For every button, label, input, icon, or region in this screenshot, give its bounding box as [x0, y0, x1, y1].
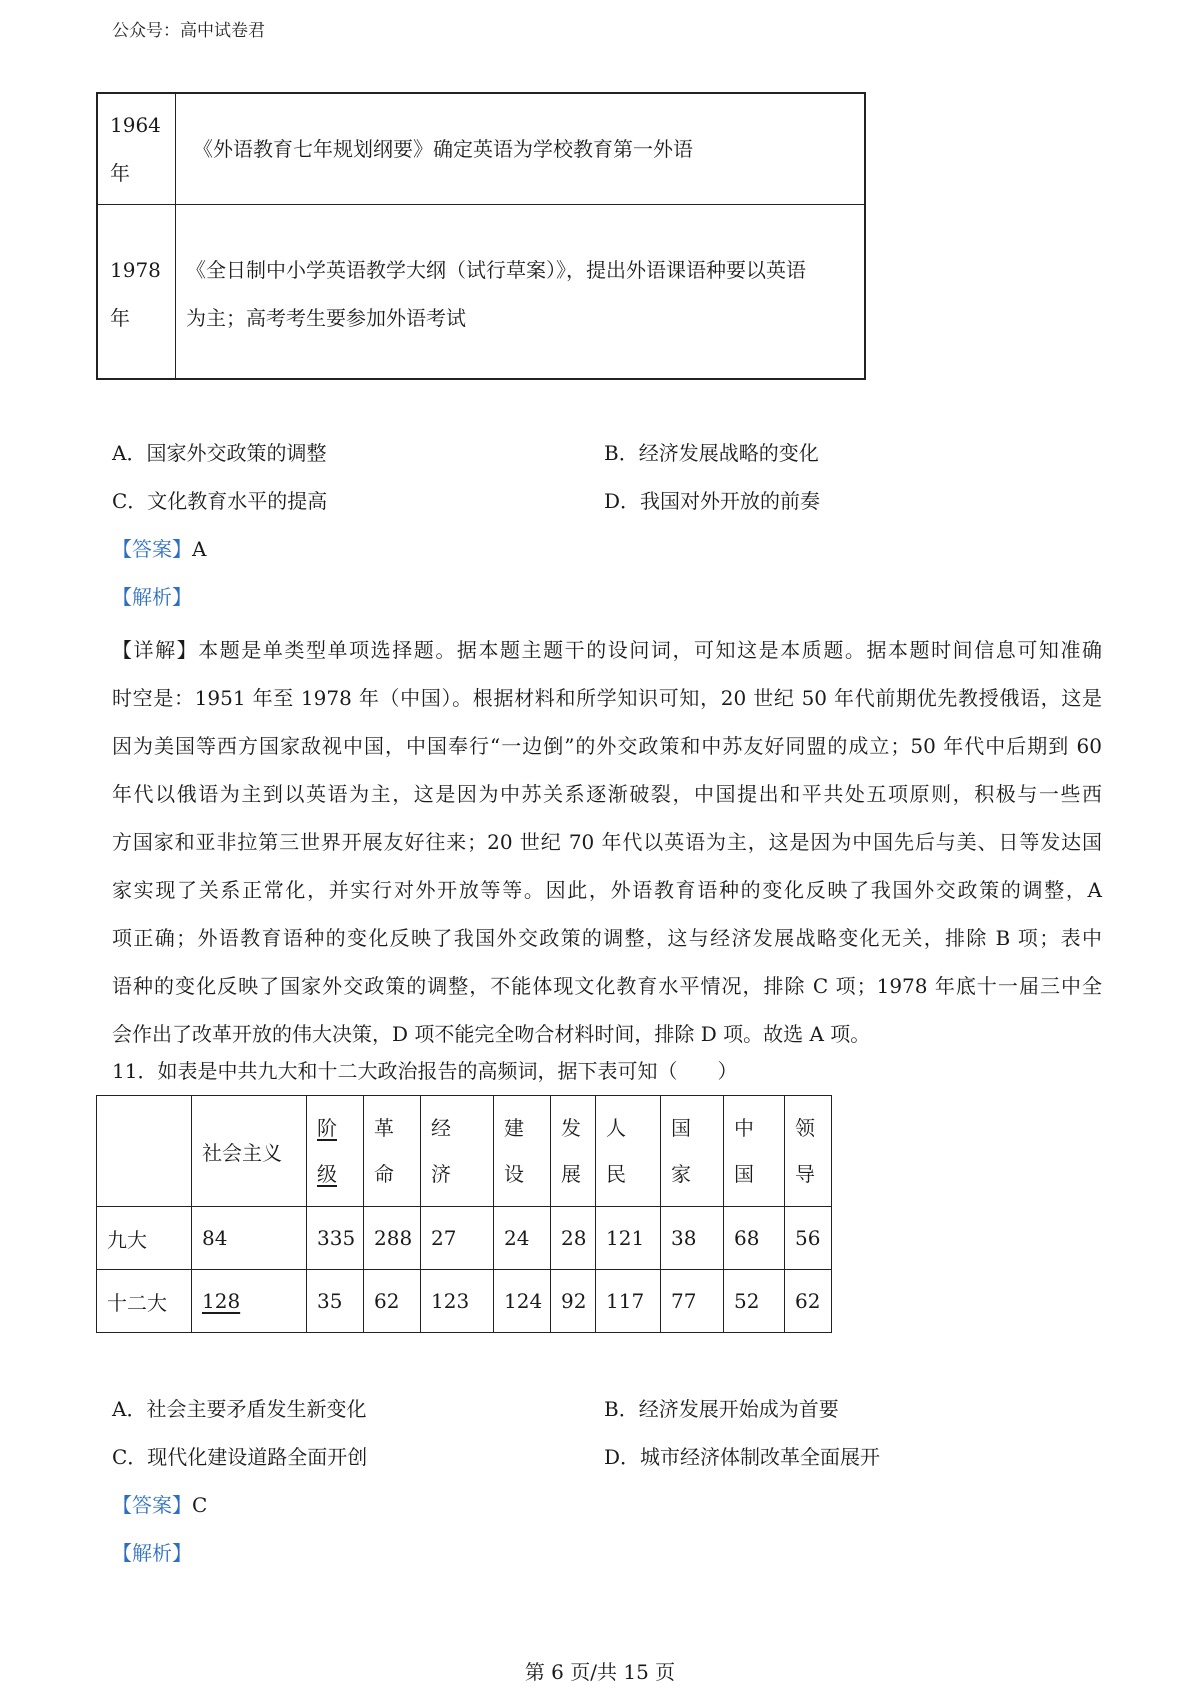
header-cell — [551, 1096, 596, 1207]
table-cell: 62 — [785, 1270, 832, 1333]
option-c: C．现代化建设道路全面开创 — [112, 1445, 368, 1469]
table-cell: 288 — [364, 1207, 421, 1270]
header-char: 阶 — [317, 1116, 337, 1140]
page-number: 第 6 页/共 15 页 — [524, 1660, 676, 1684]
table-cell: 62 — [364, 1270, 421, 1333]
detail-line: 【详解】本题是单类型单项选择题。据本题主题干的设问词，可知这是本质题。据本题时间信息可知准确 — [112, 638, 1102, 662]
header-char: 民 — [606, 1162, 626, 1186]
header-char: 中 — [734, 1116, 754, 1140]
option-d: D．我国对外开放的前奏 — [604, 489, 821, 513]
option-d: D．城市经济体制改革全面展开 — [604, 1445, 881, 1469]
table-cell: 56 — [785, 1207, 832, 1270]
table-cell — [192, 1270, 307, 1333]
header-char: 领 — [795, 1116, 815, 1140]
detail-line: 家实现了关系正常化，并实行对外开放等等。因此，外语教育语种的变化反映了我国外交政策的调整，A — [112, 878, 1102, 902]
header-char: 展 — [561, 1162, 581, 1186]
answer-value: C — [192, 1493, 208, 1517]
header-label: 社会主义 — [202, 1140, 282, 1165]
header-char: 国 — [671, 1116, 691, 1140]
policy-text: 《外语教育七年规划纲要》确定英语为学校教育第一外语 — [193, 137, 693, 161]
header-char: 国 — [734, 1162, 754, 1186]
header-char: 发 — [561, 1116, 581, 1140]
row-label: 九大 — [97, 1207, 192, 1270]
header-cell — [724, 1096, 785, 1207]
table-cell: 117 — [596, 1270, 661, 1333]
header-char: 建 — [504, 1116, 524, 1140]
header-char: 命 — [374, 1162, 394, 1186]
year-number: 1978 — [110, 258, 161, 282]
detail-line: 时空是：1951 年至 1978 年（中国）。根据材料和所学知识可知，20 世纪 50 年代前期优先教授俄语，这是 — [112, 686, 1102, 710]
analysis-tag: 【解析】 — [112, 585, 192, 609]
year-unit: 年 — [110, 161, 130, 185]
header-char: 导 — [795, 1162, 815, 1186]
header-cell — [661, 1096, 724, 1207]
empty-header-cell — [97, 1096, 192, 1207]
option-b: B．经济发展开始成为首要 — [604, 1397, 839, 1421]
header-note: 公众号：高中试卷君 — [112, 21, 265, 41]
answer-line — [112, 536, 206, 562]
answer-tag: 【答案】 — [112, 1493, 192, 1517]
answer-tag: 【答案】 — [112, 537, 192, 561]
header-char: 经 — [431, 1116, 451, 1140]
year-cell — [110, 112, 161, 186]
table-cell: 28 — [551, 1207, 596, 1270]
policy-table — [96, 92, 866, 380]
header-cell — [596, 1096, 661, 1207]
analysis-tag: 【解析】 — [112, 1541, 192, 1565]
detail-line: 因为美国等西方国家敌视中国，中国奉行“一边倒”的外交政策和中苏友好同盟的成立；50 年代中后期到 60 — [112, 734, 1102, 758]
policy-text: 为主；高考考生要参加外语考试 — [186, 306, 466, 330]
table-row — [97, 1270, 832, 1333]
year-number: 1964 — [110, 113, 161, 137]
header-char: 革 — [374, 1116, 394, 1140]
table-cell: 52 — [724, 1270, 785, 1333]
option-a: A．社会主要矛盾发生新变化 — [112, 1397, 367, 1421]
detail-explanation — [112, 626, 1102, 1058]
table-cell: 84 — [192, 1207, 307, 1270]
policy-cell — [193, 136, 693, 162]
table-cell: 35 — [307, 1270, 364, 1333]
header-cell — [785, 1096, 832, 1207]
table-cell: 121 — [596, 1207, 661, 1270]
detail-line: 方国家和亚非拉第三世界开展友好往来；20 世纪 70 年代以英语为主，这是因为中国先后与美、日等发达国 — [112, 830, 1102, 854]
header-cell — [364, 1096, 421, 1207]
row-label: 十二大 — [97, 1270, 192, 1333]
detail-line: 年代以俄语为主到以英语为主，这是因为中苏关系逐渐破裂，中国提出和平共处五项原则，积极与一些西 — [112, 782, 1102, 806]
header-char: 济 — [431, 1162, 451, 1186]
table-cell: 38 — [661, 1207, 724, 1270]
table-cell: 27 — [421, 1207, 494, 1270]
header-char: 级 — [317, 1162, 337, 1186]
table-header-row — [97, 1096, 832, 1207]
table-cell: 68 — [724, 1207, 785, 1270]
header-cell — [494, 1096, 551, 1207]
answer-value: A — [192, 537, 207, 561]
table-cell: 77 — [661, 1270, 724, 1333]
header-char: 家 — [671, 1162, 691, 1186]
table-divider — [175, 94, 176, 378]
option-a: A．国家外交政策的调整 — [112, 441, 327, 465]
question-11-stem: 11．如表是中共九大和十二大政治报告的高频词，据下表可知（ ） — [112, 1059, 738, 1083]
year-cell — [110, 257, 161, 331]
keyword-frequency-table — [96, 1095, 832, 1333]
policy-text: 《全日制中小学英语教学大纲（试行草案）》，提出外语课语种要以英语 — [186, 258, 806, 282]
table-cell: 92 — [551, 1270, 596, 1333]
header-cell — [421, 1096, 494, 1207]
header-cell — [307, 1096, 364, 1207]
policy-cell — [186, 257, 806, 331]
detail-line: 项正确；外语教育语种的变化反映了我国外交政策的调整，这与经济发展战略变化无关，排除 B 项；表中 — [112, 926, 1102, 950]
table-divider — [98, 204, 864, 205]
table-cell: 124 — [494, 1270, 551, 1333]
table-cell: 123 — [421, 1270, 494, 1333]
option-c: C．文化教育水平的提高 — [112, 489, 328, 513]
header-cell — [192, 1096, 307, 1207]
year-unit: 年 — [110, 306, 130, 330]
header-char: 设 — [504, 1162, 524, 1186]
table-cell: 335 — [307, 1207, 364, 1270]
table-row — [97, 1207, 832, 1270]
header-char: 人 — [606, 1116, 626, 1140]
table-cell: 24 — [494, 1207, 551, 1270]
cell-value: 128 — [202, 1289, 241, 1313]
option-b: B．经济发展战略的变化 — [604, 441, 819, 465]
answer-line — [112, 1492, 207, 1518]
detail-line: 会作出了改革开放的伟大决策，D 项不能完全吻合材料时间，排除 D 项。故选 A 项。 — [112, 1022, 871, 1046]
detail-line: 语种的变化反映了国家外交政策的调整，不能体现文化教育水平情况，排除 C 项；1978 年底十一届三中全 — [112, 974, 1102, 998]
